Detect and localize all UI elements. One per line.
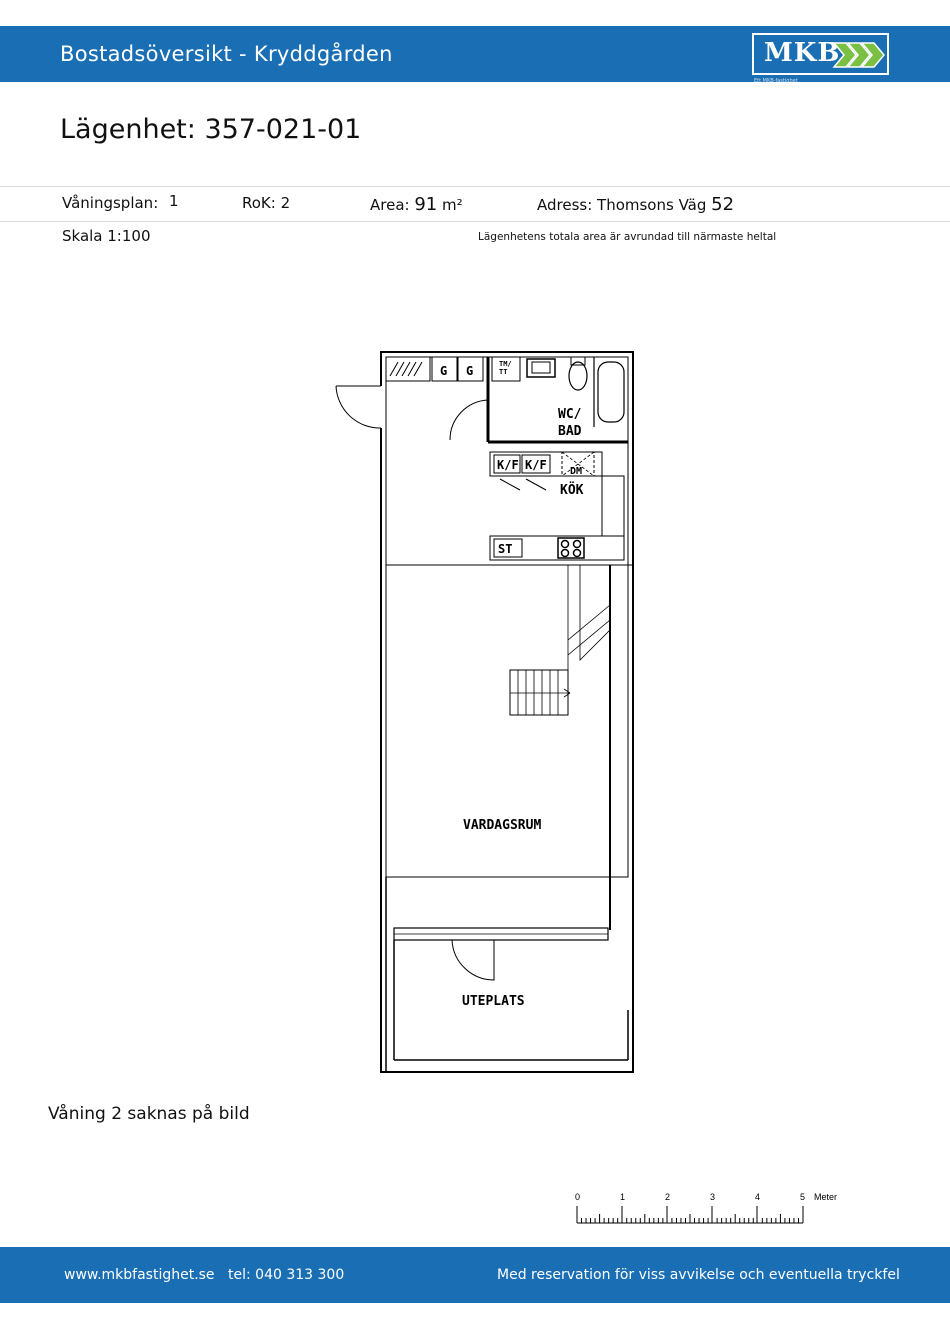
address-label: Adress: Thomsons Väg [537,196,707,214]
area-label: Area: [370,196,410,214]
scale-unit: Meter [814,1192,838,1202]
scale-tick-5: 5 [800,1192,806,1202]
room-patio: UTEPLATS [462,994,525,1009]
fixture-st: ST [498,542,513,556]
scale-tick-2: 2 [665,1192,671,1202]
room-kitchen: KÖK [560,483,584,498]
footer-website-link[interactable]: www.mkbfastighet.se [64,1267,215,1283]
footer-disclaimer: Med reservation för viss avvikelse och eventuella tryckfel [497,1267,900,1283]
mkb-logo[interactable] [752,33,889,84]
address-info [537,194,734,215]
address-number: 52 [711,194,735,215]
scale-label: Skala 1:100 [62,227,151,245]
arrow-logo-icon [832,39,886,71]
scale-tick-3: 3 [710,1192,716,1202]
logo-text: MKB [764,38,841,68]
room-wc-line2: BAD [558,424,582,439]
area-value: 91 [414,194,438,215]
rok-value: 2 [280,194,291,212]
divider-top [0,186,950,187]
rok-info [242,194,290,212]
fixture-tm: TM/ [499,360,512,368]
floor-note: Våning 2 saknas på bild [48,1104,250,1124]
floor-label: Våningsplan: [62,194,159,212]
apartment-title: Lägenhet: 357-021-01 [60,114,362,145]
floor-plan [320,340,650,1080]
floor-value: 1 [169,192,179,210]
area-unit: m² [442,196,463,214]
fixture-g2: G [466,364,474,378]
fixture-g1: G [440,364,448,378]
scale-bar [560,1188,860,1233]
scale-tick-0: 0 [575,1192,581,1202]
area-info [370,194,463,215]
area-note: Lägenhetens totala area är avrundad till närmaste heltal [478,231,777,243]
scale-tick-1: 1 [620,1192,626,1202]
header-title: Bostadsöversikt - Kryddgården [60,42,393,66]
fixture-tt: TT [499,368,508,376]
fixture-kf2: K/F [525,458,547,472]
scale-tick-4: 4 [755,1192,761,1202]
rok-label: RoK: [242,194,276,212]
logo-subtext: Ett MKB-fastighet [754,78,798,84]
room-living: VARDAGSRUM [463,818,542,833]
room-wc-line1: WC/ [558,407,582,422]
footer-phone[interactable]: tel: 040 313 300 [228,1267,345,1283]
divider-bottom [0,221,950,222]
floor-info [62,194,179,212]
fixture-kf1: K/F [497,458,519,472]
fixture-dm: DM [570,466,583,477]
